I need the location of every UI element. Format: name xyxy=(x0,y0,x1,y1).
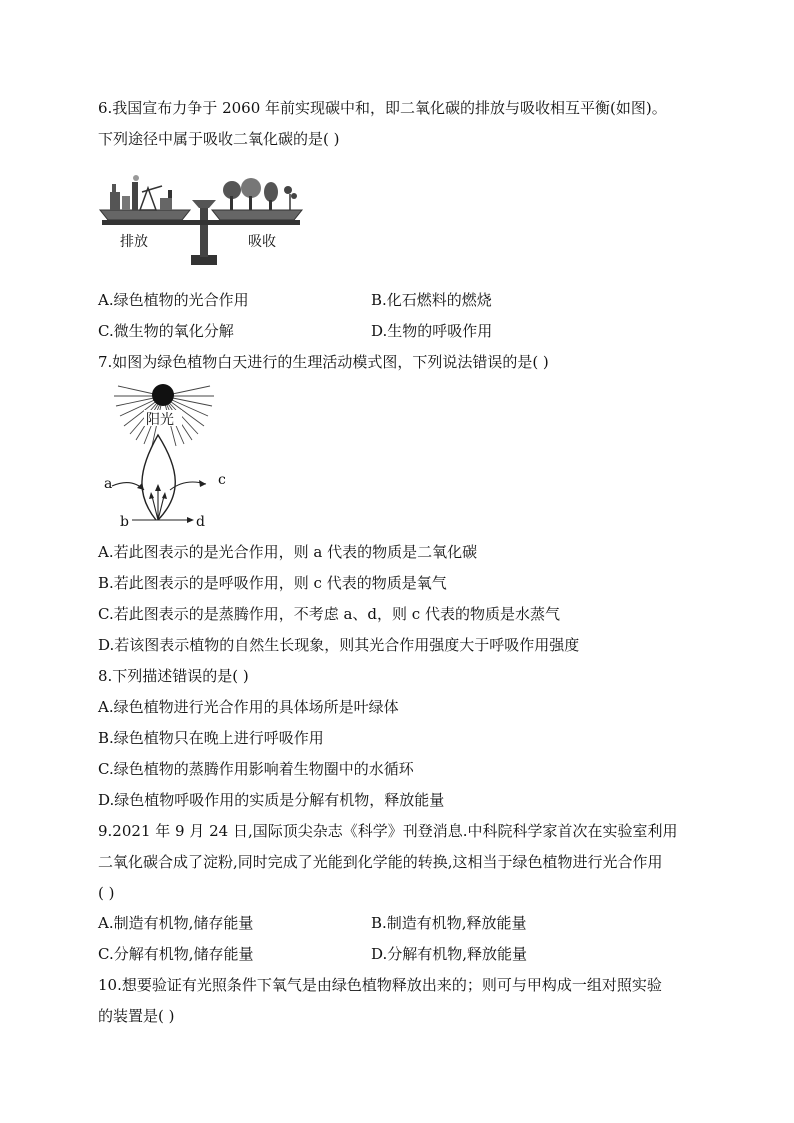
sun-icon xyxy=(152,384,174,406)
q9-option-c[interactable]: C.分解有机物,储存能量 xyxy=(98,945,254,963)
q8-option-c[interactable]: C.绿色植物的蒸腾作用影响着生物圈中的水循环 xyxy=(98,760,414,778)
q9-stem-line1: 9.2021 年 9 月 24 日,国际顶尖杂志《科学》刊登消息.中科院科学家首次在实验室利用 xyxy=(98,822,678,840)
q7-stem: 7.如图为绿色植物白天进行的生理活动模式图，下列说法错误的是( ) xyxy=(98,353,549,371)
q6-stem-line1: 6.我国宣布力争于 2060 年前实现碳中和，即二氧化碳的排放与吸收相互平衡(如图)。 xyxy=(98,99,667,117)
sunlight-label: 阳光 xyxy=(146,412,174,428)
q7-option-a[interactable]: A.若此图表示的是光合作用，则 a 代表的物质是二氧化碳 xyxy=(98,543,478,561)
q9-option-d[interactable]: D.分解有机物,释放能量 xyxy=(371,945,528,963)
factory-emission-icon xyxy=(110,175,172,210)
q8-option-d[interactable]: D.绿色植物呼吸作用的实质是分解有机物，释放能量 xyxy=(98,791,445,809)
q6-option-c[interactable]: C.微生物的氧化分解 xyxy=(98,322,234,340)
q9-option-b[interactable]: B.制造有机物,释放能量 xyxy=(371,914,527,932)
plant-physiology-figure xyxy=(96,380,246,530)
absorption-label: 吸收 xyxy=(248,234,276,250)
q8-option-b[interactable]: B.绿色植物只在晚上进行呼吸作用 xyxy=(98,729,324,747)
q9-stem-line3: ( ) xyxy=(98,884,115,902)
q6-option-b[interactable]: B.化石燃料的燃烧 xyxy=(371,291,492,309)
q9-stem-line2: 二氧化碳合成了淀粉,同时完成了光能到化学能的转换,这相当于绿色植物进行光合作用 xyxy=(98,853,663,871)
leaf-outline xyxy=(142,435,175,520)
q9-option-a[interactable]: A.制造有机物,储存能量 xyxy=(98,914,254,932)
q6-option-d[interactable]: D.生物的呼吸作用 xyxy=(371,322,493,340)
q6-option-a[interactable]: A.绿色植物的光合作用 xyxy=(98,291,249,309)
q7-option-d[interactable]: D.若该图表示植物的自然生长现象，则其光合作用强度大于呼吸作用强度 xyxy=(98,636,580,654)
scale-beam xyxy=(102,220,300,225)
label-d: d xyxy=(196,514,205,530)
scale-post xyxy=(200,202,208,257)
label-c: c xyxy=(218,472,226,488)
label-b: b xyxy=(120,514,129,530)
q8-stem: 8.下列描述错误的是( ) xyxy=(98,667,249,685)
q10-stem-line1: 10.想要验证有光照条件下氧气是由绿色植物释放出来的；则可与甲构成一组对照实验 xyxy=(98,976,662,994)
emission-label: 排放 xyxy=(120,234,148,250)
q7-option-b[interactable]: B.若此图表示的是呼吸作用，则 c 代表的物质是氧气 xyxy=(98,574,447,592)
trees-absorption-icon xyxy=(223,178,297,210)
left-pan xyxy=(100,210,190,220)
q7-option-c[interactable]: C.若此图表示的是蒸腾作用，不考虑 a、d，则 c 代表的物质是水蒸气 xyxy=(98,605,560,623)
q8-option-a[interactable]: A.绿色植物进行光合作用的具体场所是叶绿体 xyxy=(98,698,399,716)
q10-stem-line2: 的装置是( ) xyxy=(98,1007,175,1025)
q6-stem-line2: 下列途径中属于吸收二氧化碳的是( ) xyxy=(98,130,340,148)
scale-cup xyxy=(192,200,216,208)
label-a: a xyxy=(104,476,113,492)
carbon-balance-scale-figure xyxy=(96,162,306,272)
right-pan xyxy=(212,210,302,220)
